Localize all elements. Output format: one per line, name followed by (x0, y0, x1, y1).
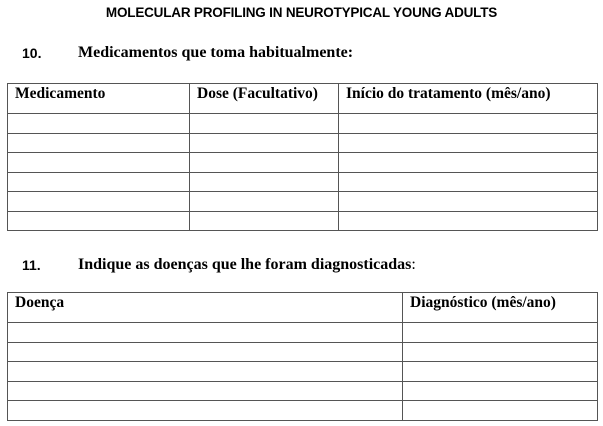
question-text: Medicamentos que toma habitualmente: (78, 44, 354, 61)
table-row (8, 172, 598, 192)
diseases-table (7, 292, 598, 421)
dose-cell[interactable] (190, 133, 339, 153)
column-header-medicamento: Medicamento (8, 84, 190, 114)
table-row (8, 114, 598, 134)
document-title: MOLECULAR PROFILING IN NEUROTYPICAL YOUNG ADULTS (105, 5, 498, 20)
inicio-cell[interactable] (339, 133, 598, 153)
diagnostico-cell[interactable] (403, 401, 598, 421)
inicio-cell[interactable] (339, 153, 598, 173)
column-header-dose: Dose (Facultativo) (190, 84, 339, 114)
medications-table (7, 83, 598, 231)
inicio-cell[interactable] (339, 192, 598, 212)
medicamento-cell[interactable] (8, 114, 190, 134)
doenca-cell[interactable] (8, 401, 403, 421)
inicio-cell[interactable] (339, 211, 598, 231)
question-number: 10. (22, 45, 42, 61)
doenca-cell[interactable] (8, 362, 403, 382)
medicamento-cell[interactable] (8, 153, 190, 173)
medicamento-cell[interactable] (8, 172, 190, 192)
table-row (8, 153, 598, 173)
diagnostico-cell[interactable] (403, 342, 598, 362)
medicamento-cell[interactable] (8, 133, 190, 153)
doenca-cell[interactable] (8, 342, 403, 362)
dose-cell[interactable] (190, 172, 339, 192)
table-row (8, 362, 598, 382)
column-header-diagnostico: Diagnóstico (mês/ano) (403, 293, 598, 323)
diagnostico-cell[interactable] (403, 362, 598, 382)
table-row (8, 133, 598, 153)
question-text (78, 256, 416, 274)
inicio-cell[interactable] (339, 172, 598, 192)
dose-cell[interactable] (190, 211, 339, 231)
doenca-cell[interactable] (8, 381, 403, 401)
dose-cell[interactable] (190, 114, 339, 134)
dose-cell[interactable] (190, 192, 339, 212)
diagnostico-cell[interactable] (403, 323, 598, 343)
medicamento-cell[interactable] (8, 211, 190, 231)
table-row (8, 211, 598, 231)
table-row (8, 342, 598, 362)
column-header-inicio-tratamento: Início do tratamento (mês/ano) (339, 84, 598, 114)
inicio-cell[interactable] (339, 114, 598, 134)
table-row (8, 323, 598, 343)
table-header-row (8, 84, 598, 114)
question-text-suffix: : (411, 256, 416, 273)
column-header-doenca: Doença (8, 293, 403, 323)
question-text-main: Indique as doenças que lhe foram diagnosticadas (78, 256, 412, 273)
table-row (8, 192, 598, 212)
doenca-cell[interactable] (8, 323, 403, 343)
table-row (8, 401, 598, 421)
dose-cell[interactable] (190, 153, 339, 173)
diagnostico-cell[interactable] (403, 381, 598, 401)
table-header-row (8, 293, 598, 323)
question-number: 11. (22, 257, 41, 273)
table-row (8, 381, 598, 401)
medicamento-cell[interactable] (8, 192, 190, 212)
